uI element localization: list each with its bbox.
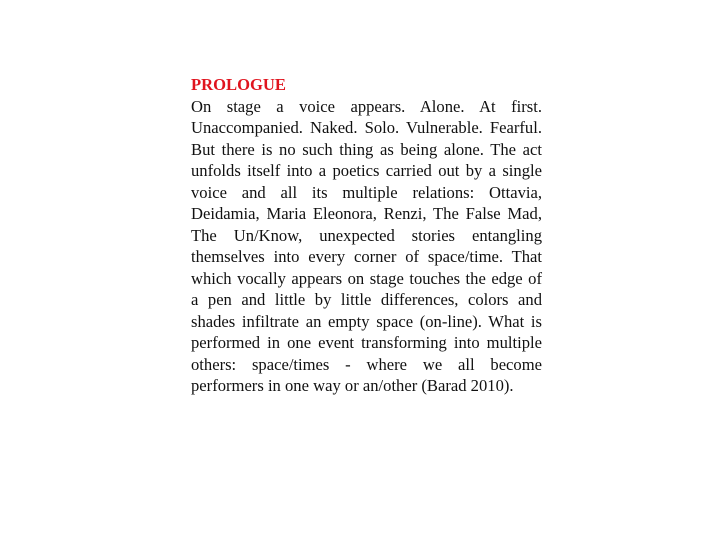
prologue-section	[191, 74, 542, 397]
section-heading: PROLOGUE	[191, 75, 286, 94]
body-paragraph: On stage a voice appears. Alone. At first. Unaccompanied. Naked. Solo. Vulnerable. Fearful. But there is no such thing as being alone. The act unfolds itself into a poetics carried out by a single voice and all its multiple relations: Ottavia, Deidamia, Maria Eleonora, Renzi, The False Mad, The Un/Know, unexpected stories entangling themselves into every corner of space/time. That which vocally appears on stage touches the edge of a pen and little by little differences, colors and shades infiltrate an empty space (on-line). What is performed in one event transforming into multiple others: space/times - where we all become performers in one way or an/other (Barad 2010).	[191, 96, 542, 395]
